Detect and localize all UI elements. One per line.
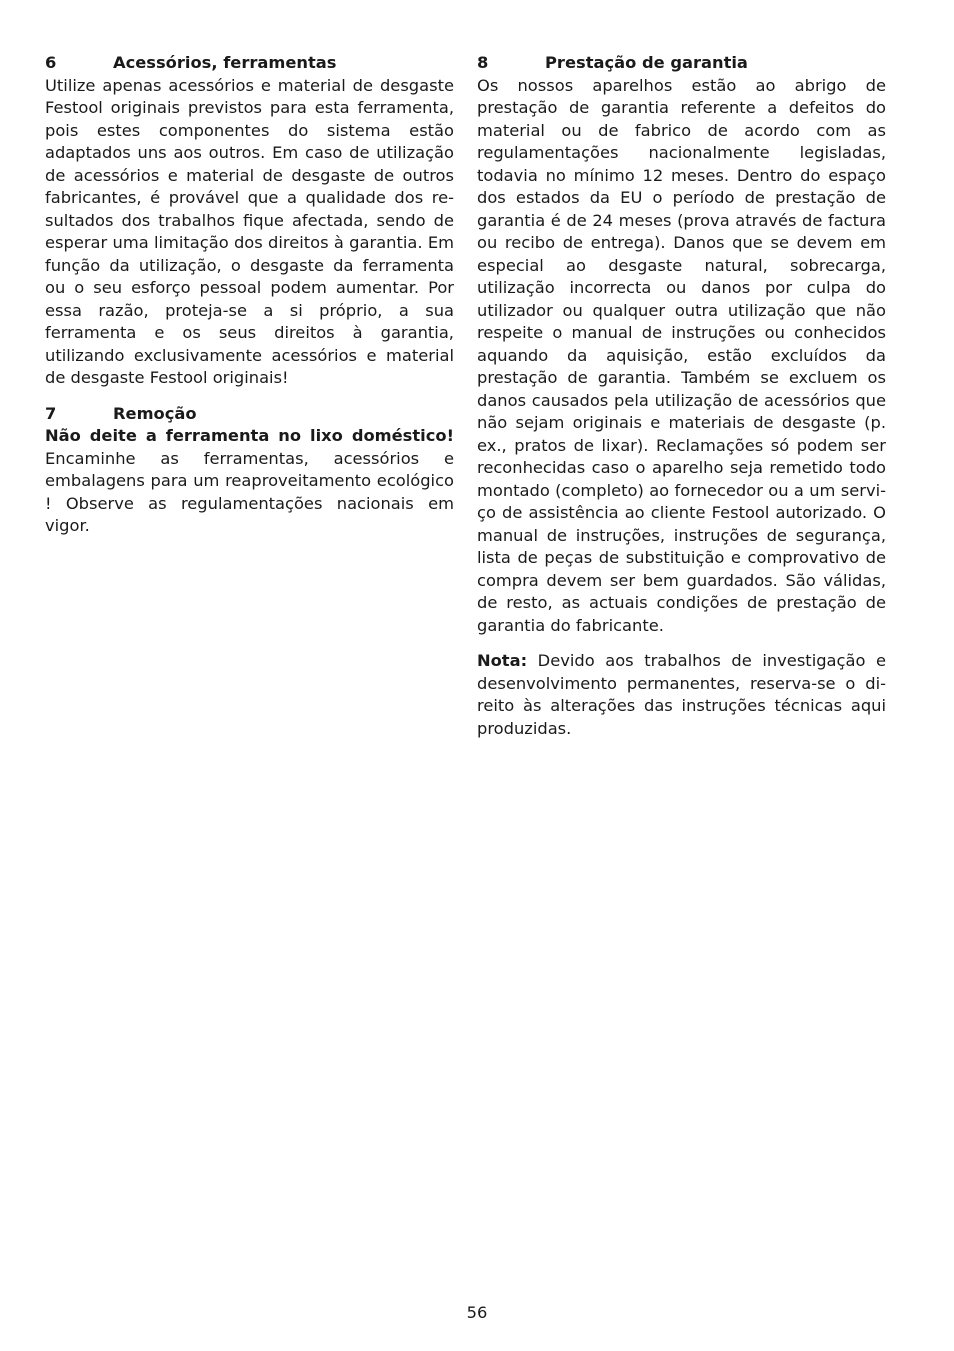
section-title: Acessórios, ferramentas — [113, 53, 337, 72]
right-column — [477, 52, 886, 740]
page-number: 56 — [466, 1303, 488, 1322]
section-body-text: Encaminhe as ferramentas, acessórios e embalagens para um reaproveitamento ecológico ! Observe as regulamentações nacionais em vigor. — [45, 448, 454, 535]
note-label: Nota: — [477, 651, 528, 670]
section-number: 6 — [45, 53, 57, 72]
section-body: Utilize apenas acessórios e material de desgaste Festool originais previstos para esta ferramenta, pois estes componentes do sistema estão adaptados uns aos outros. Em caso de utilização de acessórios e material de desgaste de outros fabricantes, é provável que a qualidade dos resultados dos trabalhos fique afectada, sendo de esperar uma limitação dos direitos à garantia. Em função da utilização, o desgaste da ferramenta ou o seu esforço pessoal podem aumentar. Por essa razão, proteja-se a si próprio, a sua ferramenta e os seus direitos à garantia, utilizando exclusivamente acessórios e material de desgaste Festool originais! — [45, 75, 454, 387]
section-number: 7 — [45, 403, 57, 423]
section-title: Remoção — [113, 403, 197, 423]
section-heading — [45, 403, 454, 426]
section-title: Prestação de garantia — [545, 53, 748, 72]
section-number: 8 — [477, 53, 489, 72]
section-body: Os nossos aparelhos estão ao abrigo de prestação de garantia referente a defeitos do material ou de fabrico de acordo com as regulamentações nacionalmente legisladas, todavia no mínimo 12 meses. Dentro do espaço dos estados da EU o período de prestação de garantia é de 24 meses (prova através de factura ou recibo de entrega). Danos que se devem em especial ao desgaste natural, sobrecarga, utilização incorrecta ou danos por culpa do utilizador ou qualquer outra utilização que não respeite o manual de instruções ou conhecidos aquando da aquisição, estão excluídos da prestação de garantia. Também se excluem os danos causados pela utilização de acessórios que não sejam originais e materiais de desgaste (p. ex., pratos de lixar). Reclamações só podem ser reconhecidas caso o aparelho seja remetido todo montado (completo) ao fornecedor ou a um serviço de assistência ao cliente Festool autorizado. O manual de instruções, instruções de segurança, lista de peças de substituição e comprovativo de compra devem ser bem guardados. São válidas, de resto, as actuais condições de prestação de garantia do fabricante. — [477, 75, 886, 635]
section-body — [45, 425, 454, 538]
bold-warning: Não deite a ferramenta no lixo doméstico! — [45, 426, 454, 445]
note-paragraph — [477, 650, 886, 740]
note-body: Devido aos trabalhos de investigação e desenvolvimento permanentes, reserva-se o direito às alterações das instruções técnicas aqui produzidas. — [477, 651, 886, 738]
section-heading — [45, 52, 454, 75]
section-warranty — [477, 52, 886, 740]
section-accessories — [45, 52, 454, 390]
section-heading — [477, 52, 886, 75]
left-column — [45, 52, 454, 538]
section-disposal — [45, 403, 454, 538]
